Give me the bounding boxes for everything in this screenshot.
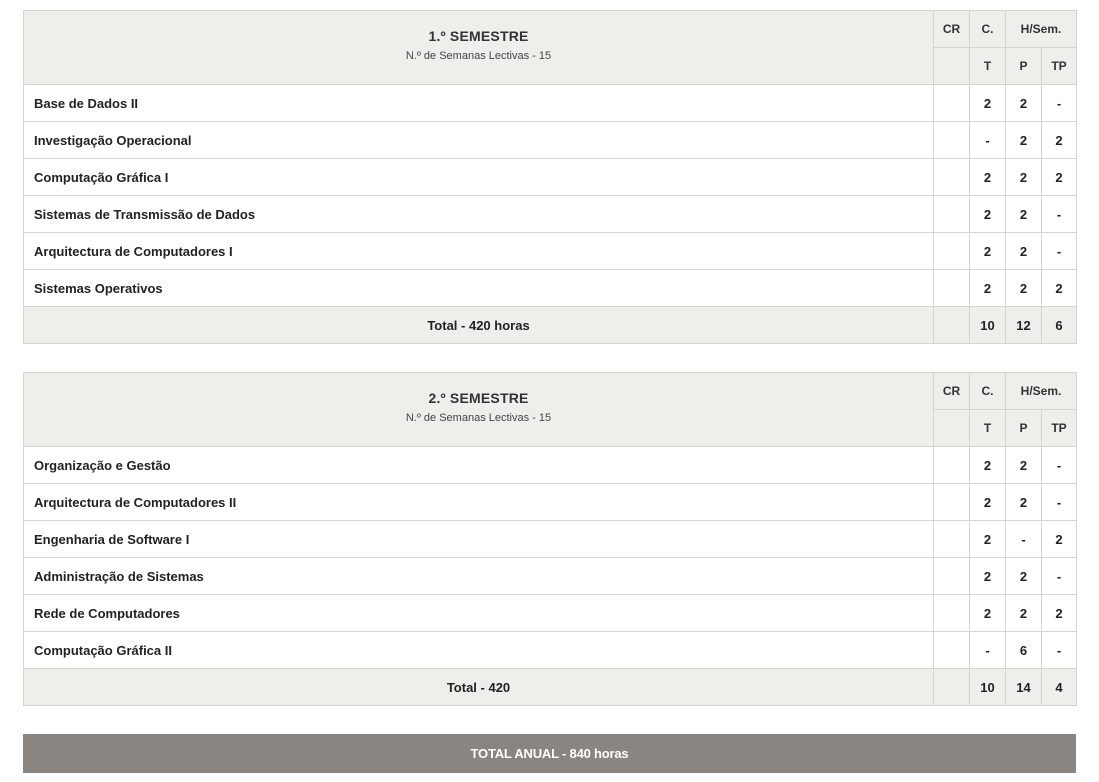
- tp-value: -: [1042, 558, 1077, 595]
- semester-2-table: [23, 372, 1077, 706]
- table-row: [24, 159, 1077, 196]
- p-value: 6: [1006, 632, 1042, 669]
- total-label: Total - 420: [24, 669, 934, 706]
- cr-value: [934, 632, 970, 669]
- cr-header: CR: [934, 11, 970, 48]
- t-header: T: [970, 48, 1006, 85]
- table-row: [24, 85, 1077, 122]
- tp-value: 2: [1042, 595, 1077, 632]
- table-row: [24, 595, 1077, 632]
- total-p: 14: [1006, 669, 1042, 706]
- p-value: 2: [1006, 159, 1042, 196]
- total-t: 10: [970, 307, 1006, 344]
- table-row: [24, 521, 1077, 558]
- t-value: 2: [970, 85, 1006, 122]
- course-name: Computação Gráfica I: [24, 159, 934, 196]
- p-value: -: [1006, 521, 1042, 558]
- table-row: [24, 558, 1077, 595]
- t-value: 2: [970, 484, 1006, 521]
- t-value: -: [970, 122, 1006, 159]
- table-row: [24, 484, 1077, 521]
- tp-header: TP: [1042, 410, 1077, 447]
- total-row: [24, 307, 1077, 344]
- cr-value: [934, 270, 970, 307]
- t-header: T: [970, 410, 1006, 447]
- course-name: Organização e Gestão: [24, 447, 934, 484]
- table-row: [24, 447, 1077, 484]
- p-value: 2: [1006, 196, 1042, 233]
- t-value: 2: [970, 159, 1006, 196]
- header-row: [24, 373, 1077, 410]
- tp-value: 2: [1042, 122, 1077, 159]
- t-value: 2: [970, 558, 1006, 595]
- p-value: 2: [1006, 85, 1042, 122]
- tp-value: -: [1042, 484, 1077, 521]
- t-value: 2: [970, 270, 1006, 307]
- table-row: [24, 270, 1077, 307]
- table-row: [24, 122, 1077, 159]
- c-header: C.: [970, 373, 1006, 410]
- semester-header: [24, 373, 934, 447]
- total-tp: 6: [1042, 307, 1077, 344]
- cr-value: [934, 558, 970, 595]
- tp-value: 2: [1042, 270, 1077, 307]
- semester-1-table: [23, 10, 1077, 344]
- course-name: Sistemas de Transmissão de Dados: [24, 196, 934, 233]
- t-value: 2: [970, 595, 1006, 632]
- tp-value: 2: [1042, 521, 1077, 558]
- tp-value: -: [1042, 233, 1077, 270]
- course-name: Computação Gráfica II: [24, 632, 934, 669]
- cr-value: [934, 233, 970, 270]
- tp-header: TP: [1042, 48, 1077, 85]
- p-value: 2: [1006, 558, 1042, 595]
- total-tp: 4: [1042, 669, 1077, 706]
- table-row: [24, 196, 1077, 233]
- cr-value: [934, 595, 970, 632]
- p-value: 2: [1006, 484, 1042, 521]
- course-name: Arquitectura de Computadores I: [24, 233, 934, 270]
- p-value: 2: [1006, 447, 1042, 484]
- p-header: P: [1006, 48, 1042, 85]
- tp-value: -: [1042, 85, 1077, 122]
- t-value: 2: [970, 521, 1006, 558]
- t-value: -: [970, 632, 1006, 669]
- cr-value: [934, 196, 970, 233]
- table-row: [24, 233, 1077, 270]
- course-name: Rede de Computadores: [24, 595, 934, 632]
- tp-value: -: [1042, 196, 1077, 233]
- total-t: 10: [970, 669, 1006, 706]
- cr-subheader-empty: [934, 410, 970, 447]
- p-value: 2: [1006, 233, 1042, 270]
- course-name: Sistemas Operativos: [24, 270, 934, 307]
- hsem-header: H/Sem.: [1006, 11, 1077, 48]
- p-value: 2: [1006, 122, 1042, 159]
- cr-header: CR: [934, 373, 970, 410]
- course-name: Base de Dados II: [24, 85, 934, 122]
- c-header: C.: [970, 11, 1006, 48]
- total-label: Total - 420 horas: [24, 307, 934, 344]
- table-row: [24, 632, 1077, 669]
- cr-value: [934, 85, 970, 122]
- tp-value: -: [1042, 447, 1077, 484]
- semester-title: 1.º SEMESTRE: [428, 28, 529, 44]
- semester-title: 2.º SEMESTRE: [428, 390, 529, 406]
- cr-value: [934, 521, 970, 558]
- cr-value: [934, 484, 970, 521]
- p-value: 2: [1006, 595, 1042, 632]
- total-p: 12: [1006, 307, 1042, 344]
- p-value: 2: [1006, 270, 1042, 307]
- cr-value: [934, 122, 970, 159]
- course-name: Administração de Sistemas: [24, 558, 934, 595]
- cr-value: [934, 159, 970, 196]
- semester-subtitle: N.º de Semanas Lectivas - 15: [405, 50, 552, 62]
- t-value: 2: [970, 447, 1006, 484]
- p-header: P: [1006, 410, 1042, 447]
- cr-value: [934, 447, 970, 484]
- semester-header: [24, 11, 934, 85]
- tp-value: -: [1042, 632, 1077, 669]
- hsem-header: H/Sem.: [1006, 373, 1077, 410]
- course-name: Engenharia de Software I: [24, 521, 934, 558]
- tp-value: 2: [1042, 159, 1077, 196]
- total-cr: [934, 669, 970, 706]
- total-cr: [934, 307, 970, 344]
- t-value: 2: [970, 233, 1006, 270]
- cr-subheader-empty: [934, 48, 970, 85]
- total-row: [24, 669, 1077, 706]
- course-name: Investigação Operacional: [24, 122, 934, 159]
- annual-total-bar: TOTAL ANUAL - 840 horas: [23, 734, 1076, 773]
- header-row: [24, 11, 1077, 48]
- semester-subtitle: N.º de Semanas Lectivas - 15: [405, 412, 552, 424]
- course-name: Arquitectura de Computadores II: [24, 484, 934, 521]
- t-value: 2: [970, 196, 1006, 233]
